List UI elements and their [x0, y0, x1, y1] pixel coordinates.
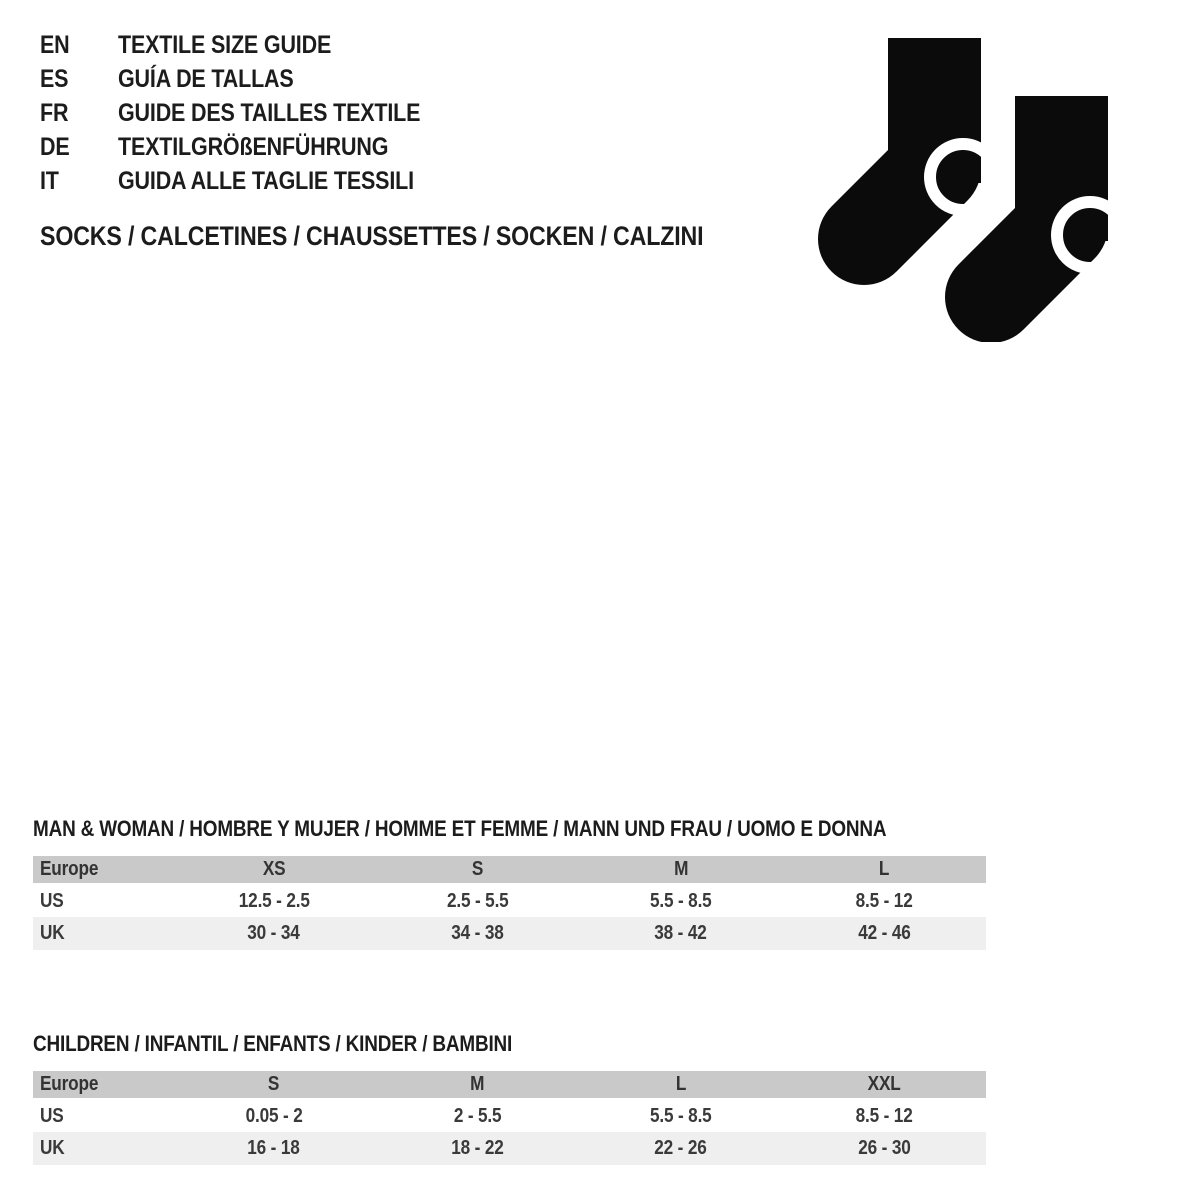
- size-value: [376, 1099, 579, 1132]
- column-header: [376, 1071, 579, 1099]
- language-label-text: TEXTILGRÖßENFÜHRUNG: [118, 133, 389, 161]
- region-label-text: US: [40, 889, 64, 912]
- table-row: [33, 1099, 986, 1132]
- column-header: [783, 856, 986, 884]
- language-list: [40, 28, 470, 198]
- size-value-text: 12.5 - 2.5: [238, 889, 310, 912]
- region-label: [33, 884, 172, 917]
- language-label: [118, 62, 322, 96]
- size-value: [579, 1099, 782, 1132]
- column-header-text: M: [673, 858, 688, 880]
- size-table-adults: [33, 856, 986, 950]
- region-label: [33, 1132, 172, 1165]
- column-header: [33, 1071, 172, 1099]
- size-value-text: 38 - 42: [654, 922, 707, 944]
- language-code: [40, 130, 118, 164]
- header-row: [33, 1071, 986, 1099]
- language-code-text: FR: [40, 99, 69, 127]
- size-value: [783, 1132, 986, 1165]
- size-table-children: [33, 1071, 986, 1165]
- size-value: [172, 1099, 375, 1132]
- size-value: [579, 884, 782, 917]
- header-row: [33, 856, 986, 884]
- language-row: [40, 96, 470, 130]
- size-value-text: 5.5 - 8.5: [650, 1104, 712, 1127]
- column-header: [579, 856, 782, 884]
- language-label: [118, 28, 366, 62]
- table-title: [33, 817, 986, 841]
- region-label: [33, 1099, 172, 1132]
- language-label-text: TEXTILE SIZE GUIDE: [118, 31, 332, 59]
- language-code: [40, 28, 118, 62]
- region-label-text: UK: [40, 1137, 65, 1159]
- size-value: [172, 1132, 375, 1165]
- size-value: [172, 884, 375, 917]
- size-value-text: 42 - 46: [858, 922, 911, 944]
- category-title: [40, 220, 811, 252]
- column-header-text: XXL: [867, 1073, 901, 1095]
- size-value-text: 2.5 - 5.5: [446, 889, 509, 912]
- column-header: [172, 1071, 375, 1099]
- size-value-text: 0.05 - 2: [245, 1104, 303, 1127]
- table-title-text: MAN & WOMAN / HOMBRE Y MUJER / HOMME ET FEMME / MANN UND FRAU / UOMO E DONNA: [33, 816, 887, 841]
- column-header-text: Europe: [40, 1073, 99, 1095]
- size-value: [376, 884, 579, 917]
- language-code: [40, 164, 118, 198]
- size-value-text: 8.5 - 12: [855, 889, 913, 912]
- size-value: [579, 917, 782, 950]
- language-label: [118, 96, 470, 130]
- size-value: [783, 917, 986, 950]
- region-label-text: US: [40, 1104, 64, 1127]
- size-value: [172, 917, 375, 950]
- socks-icon: [816, 30, 1116, 342]
- column-header-text: M: [470, 1073, 485, 1095]
- size-value-text: 16 - 18: [247, 1137, 301, 1159]
- column-header: [783, 1071, 986, 1099]
- size-value-text: 34 - 38: [451, 922, 504, 944]
- column-header-text: L: [675, 1073, 686, 1095]
- language-row: [40, 130, 470, 164]
- language-label-text: GUIDA ALLE TAGLIE TESSILI: [118, 167, 414, 195]
- size-value: [579, 1132, 782, 1165]
- size-value-text: 18 - 22: [451, 1137, 504, 1159]
- language-code-text: IT: [40, 167, 59, 195]
- column-header-text: S: [268, 1073, 280, 1095]
- column-header-text: S: [471, 858, 483, 880]
- size-value-text: 8.5 - 12: [855, 1104, 913, 1127]
- column-header: [33, 856, 172, 884]
- table-row: [33, 1132, 986, 1165]
- language-code: [40, 96, 118, 130]
- language-row: [40, 164, 470, 198]
- column-header: [172, 856, 375, 884]
- language-row: [40, 62, 470, 96]
- language-code: [40, 62, 118, 96]
- table-title-text: CHILDREN / INFANTIL / ENFANTS / KINDER / BAMBINI: [33, 1031, 513, 1056]
- size-value: [783, 1099, 986, 1132]
- column-header-text: XS: [262, 858, 286, 880]
- table-row: [33, 917, 986, 950]
- language-code-text: ES: [40, 65, 69, 93]
- column-header-text: L: [879, 858, 890, 880]
- column-header-text: Europe: [40, 858, 99, 880]
- size-value-text: 2 - 5.5: [453, 1104, 502, 1127]
- language-code-text: EN: [40, 31, 70, 59]
- size-value-text: 22 - 26: [654, 1137, 707, 1159]
- language-row: [40, 28, 470, 62]
- size-value: [783, 884, 986, 917]
- size-section-children: [33, 1032, 986, 1165]
- language-label: [118, 130, 432, 164]
- table-row: [33, 884, 986, 917]
- size-value-text: 5.5 - 8.5: [650, 889, 712, 912]
- size-value: [376, 1132, 579, 1165]
- language-code-text: DE: [40, 133, 70, 161]
- region-label: [33, 917, 172, 950]
- category-title-text: SOCKS / CALCETINES / CHAUSSETTES / SOCKEN / CALZINI: [40, 221, 704, 251]
- size-value-text: 26 - 30: [858, 1137, 911, 1159]
- column-header: [579, 1071, 782, 1099]
- column-header: [376, 856, 579, 884]
- region-label-text: UK: [40, 922, 65, 944]
- size-section-adults: [33, 817, 986, 950]
- language-label-text: GUÍA DE TALLAS: [118, 65, 294, 93]
- language-label-text: GUIDE DES TAILLES TEXTILE: [118, 99, 421, 127]
- size-value: [376, 917, 579, 950]
- table-title: [33, 1032, 986, 1056]
- language-label: [118, 164, 462, 198]
- size-value-text: 30 - 34: [247, 922, 301, 944]
